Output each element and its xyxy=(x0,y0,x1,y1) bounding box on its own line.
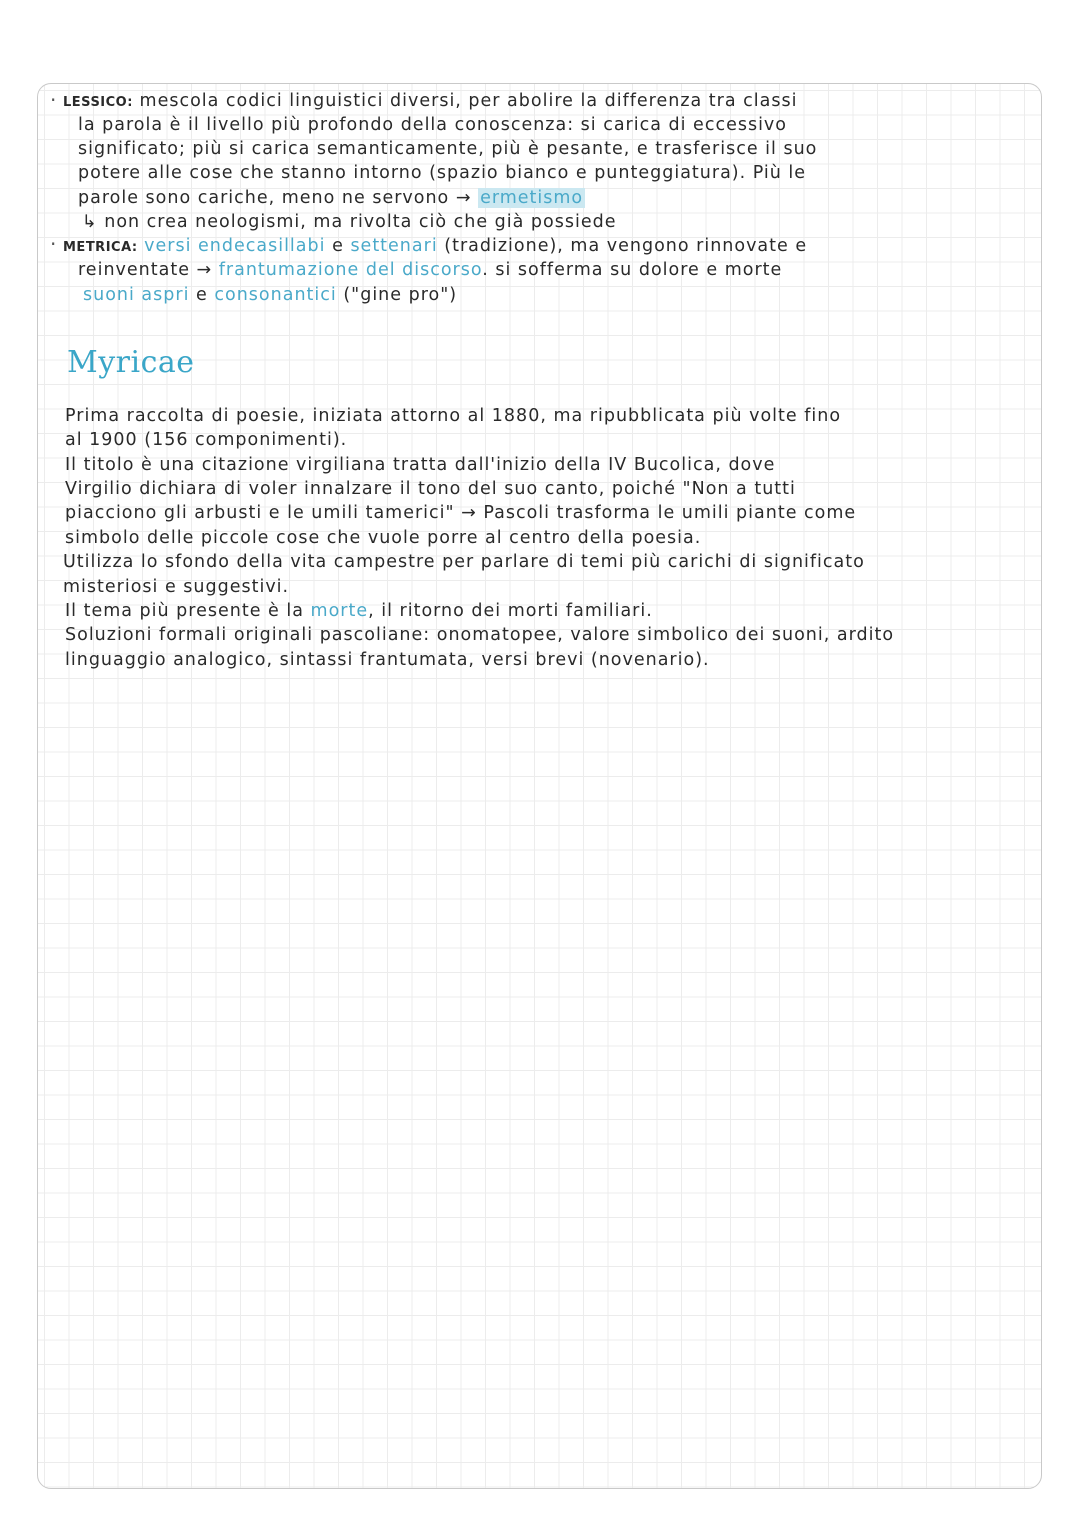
myricae-title: Myricae xyxy=(67,345,195,380)
lessico-line-1 xyxy=(63,90,797,114)
myricae-p2-line-4: simbolo delle piccole cose che vuole porre al centro della poesia. xyxy=(65,528,702,548)
myricae-p1-line-2: al 1900 (156 componimenti). xyxy=(65,430,348,450)
reinventate-text: reinventate → xyxy=(78,260,213,280)
myricae-p4 xyxy=(65,600,653,622)
lessico-line-2: la parola è il livello più profondo della conoscenza: si carica di eccessivo xyxy=(78,115,787,135)
myricae-p4-a: Il tema più presente è la xyxy=(65,601,304,621)
ginepro-text: ("gine pro") xyxy=(343,285,458,305)
settenari-text: settenari xyxy=(350,236,438,256)
myricae-p4-c: , il ritorno dei morti familiari. xyxy=(368,601,653,621)
metrica-text-1: (tradizione), ma vengono rinnovate e xyxy=(444,236,808,256)
myricae-p2-line-1: Il titolo è una citazione virgiliana tratta dall'inizio della IV Bucolica, dove xyxy=(65,455,776,475)
myricae-p3-line-1: Utilizza lo sfondo della vita campestre per parlare di temi più carichi di significato xyxy=(63,552,865,572)
morte-text: morte xyxy=(310,601,369,621)
myricae-p2-line-3: piacciono gli arbusti e le umili tamerici" → Pascoli trasforma le umili piante come xyxy=(65,503,857,523)
ermetismo-highlight: ermetismo xyxy=(480,188,584,208)
suoni-aspri-text: suoni aspri xyxy=(83,285,190,305)
lessico-text-1: mescola codici linguistici diversi, per abolire la differenza tra classi xyxy=(139,91,798,111)
bullet-metrica: · xyxy=(50,232,57,256)
metrica-e-3: e xyxy=(196,285,208,305)
myricae-p3-line-2: misteriosi e suggestivi. xyxy=(63,577,290,597)
metrica-line-3 xyxy=(83,284,457,306)
lessico-text-5: parole sono cariche, meno ne servono → xyxy=(78,188,472,208)
myricae-p1-line-1: Prima raccolta di poesie, iniziata attorno al 1880, ma ripubblicata più volte fino xyxy=(65,406,842,426)
lessico-line-5 xyxy=(78,187,585,209)
metrica-line-2 xyxy=(78,259,782,281)
metrica-label: METRICA: xyxy=(63,240,138,255)
frantumazione-text: frantumazione del discorso xyxy=(218,260,483,280)
endecasillabi-text: versi endecasillabi xyxy=(144,236,326,256)
myricae-p2-line-2: Virgilio dichiara di voler innalzare il tono del suo canto, poiché "Non a tutti xyxy=(65,479,796,499)
bullet-lessico: · xyxy=(50,88,57,112)
lessico-label: LESSICO: xyxy=(63,95,133,110)
lessico-line-4: potere alle cose che stanno intorno (spazio bianco e punteggiatura). Più le xyxy=(78,163,807,183)
myricae-p5-line-2: linguaggio analogico, sintassi frantumata, versi brevi (novenario). xyxy=(65,650,710,670)
consonantici-text: consonantici xyxy=(214,285,337,305)
myricae-p5-line-1: Soluzioni formali originali pascoliane: onomatopee, valore simbolico dei suoni, ardito xyxy=(65,625,895,645)
lessico-line-6: ↳ non crea neologismi, ma rivolta ciò che già possiede xyxy=(82,212,617,232)
lessico-line-3: significato; più si carica semanticamente, più è pesante, e trasferisce il suo xyxy=(78,139,818,159)
metrica-e-1: e xyxy=(332,236,344,256)
metrica-line-1 xyxy=(63,235,807,259)
metrica-text-2: . si sofferma su dolore e morte xyxy=(482,260,783,280)
